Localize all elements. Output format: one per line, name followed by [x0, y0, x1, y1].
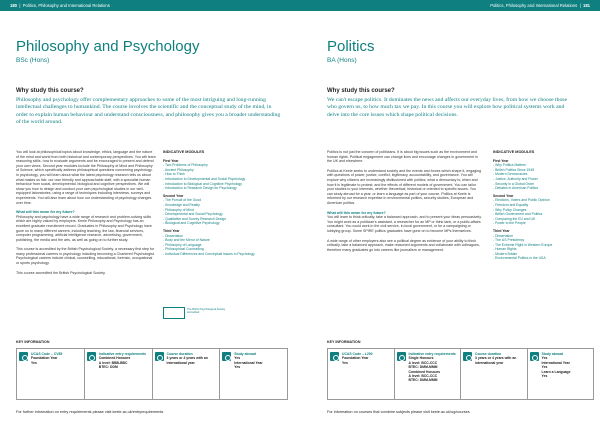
key-info-value: Yes [31, 360, 37, 365]
ucas-icon [330, 352, 339, 361]
body-paragraph: This course accredited the British Psychological Society. [16, 270, 106, 275]
key-info-value: Combined Honours [98, 356, 131, 361]
key-info-value: 3 years or 4 years with an international year [475, 356, 517, 365]
module-item: - Individual Differences and Conceptual Issues in Psychology [163, 252, 278, 257]
key-info-box [17, 349, 85, 399]
why-heading: Why study this course? [327, 88, 395, 94]
module-list [163, 163, 278, 191]
body-paragraph: Philosophy and psychology have a wide range of research and problem-solving skills which are highly valued by employers. Keele Philosophy and Psychology has an excellent graduate recruitment record. Graduates in Philosophy and Psychology have gone on to many different careers, including teaching, the law, financial services, computer programming, artificial intelligence research, advertising, government, publishing, the media and the arts, as well as going on to further study. [16, 214, 152, 242]
key-info-value: Yes [541, 365, 548, 370]
module-item: - Developmental and Social Psychology [163, 212, 278, 217]
key-info-value: International Year [541, 360, 570, 365]
module-item: - Why Policy Changes [493, 208, 588, 213]
indicative-modules [493, 150, 588, 261]
key-info-value: Foundation Year [31, 356, 58, 361]
body-subheading: What will this mean for my future? [327, 210, 386, 215]
running-header: Politics, Philosophy and International Relations | 181 [300, 0, 600, 11]
module-item: - Why Politics Matters [493, 163, 588, 168]
module-item: - Introduction to Developmental and Social Psychology [163, 177, 278, 182]
year-label: Second Year [163, 193, 184, 198]
footer-note[interactable]: For further information on entry requirements please visit keele.ac.uk/entryrequirements [16, 410, 164, 414]
module-item: - The Extreme Right in Western Europe [493, 243, 588, 248]
key-info-heading: Course duration [475, 352, 502, 356]
key-info-heading: Study abroad [541, 352, 564, 356]
module-item: - Biological and Cognitive Psychology [163, 221, 278, 226]
module-item: - Freedom and Equality [493, 203, 588, 208]
body-subheading: What will this mean for my future? [16, 210, 75, 215]
modules-heading: INDICATIVE MODULES [493, 150, 535, 154]
page-number: 181 [583, 3, 590, 8]
module-item: - British Politics Since 1945 [493, 168, 588, 173]
key-info-value: BTEC: DMM-MMM [408, 365, 438, 370]
intro-paragraph: We can't escape politics. It dominates the news and affects our everyday lives, from how we choose those who govern us, to how much tax we pay. In this course you will explore how political systems work and delve into the core issues which shape political decisions. [327, 97, 568, 118]
module-item: - Dissertation [163, 234, 278, 239]
key-info-value: Foundation Year [342, 356, 369, 361]
entry-icon [397, 352, 406, 361]
running-header: 180 | Politics, Philosophy and International Relations [0, 0, 300, 11]
key-info-value: A level: BCC-CCC [408, 374, 438, 379]
key-info-box [528, 349, 594, 399]
body-text [16, 150, 156, 280]
module-item: - Two Problems of Philosophy [163, 163, 278, 168]
modules-year [493, 194, 588, 226]
modules-heading: INDICATIVE MODULES [163, 150, 205, 154]
intro-paragraph: Philosophy and psychology offer complementary approaches to some of the most intriguing and long-running intellectual challenges to humankind. The course involves the scientific and the conceptual study of the mind, in order to explain human behaviour and understand consciousness, and philosophy gives you a broader understanding of the world around. [16, 97, 281, 126]
module-list [163, 234, 278, 257]
key-info-box [328, 349, 395, 399]
key-info-boxes [16, 348, 288, 400]
body-paragraph: You will learn to think critically, take a balanced approach, and to present your ideas persuasively. You might work as a politician's assistant, a researcher for an MP or think tank, or a public-affairs consultant. You could work in the civil service, in local government, or for a campaigning or lobbying group. Some SPIRE politics graduates have gone on to become MPs themselves. [327, 215, 482, 233]
module-item: - Power to the People [493, 221, 588, 226]
key-info-box [461, 349, 528, 399]
module-item: - Qualitative and Survey Research Design [163, 217, 278, 222]
year-label: Third Year [163, 228, 180, 233]
bps-logo [163, 307, 226, 319]
modules-year [163, 194, 278, 226]
key-info-box [395, 349, 462, 399]
key-info-box [220, 349, 287, 399]
key-info-heading: UCAS Code – L200 [342, 352, 373, 356]
body-paragraph: You will look at philosophical topics about knowledge, ethics, language and the nature of the mind and world from both historical and contemporary perspectives. You will learn reasoning skills, how to evaluate arguments and be encouraged to present and defend your own views. Second year modules include the Philosophy of Mind and Philosophy of Science, which specifically address philosophical questions concerning psychology. In psychology, you will learn about what the latest psychology research tells us about what makes us tick: our own friendly and approachable staff, with a specialist human behaviour from social, developmental, biological and cognitive perspectives. We will show you how to design and conduct your own psychological studies in our well-equipped laboratories, using a range of techniques including interviews, surveys and experiments. You will also learn about how our understanding of psychology changes over time. [16, 150, 156, 205]
module-item: - How to Think [163, 172, 278, 177]
duration-icon [155, 352, 164, 361]
key-info-value: BTEC: DDM [98, 365, 118, 370]
why-heading: Why study this course? [16, 88, 84, 94]
module-item: - The Pursuit of the Good [163, 198, 278, 203]
modules-year [493, 229, 588, 261]
body-text [327, 150, 482, 257]
footer-note[interactable]: For information on courses that combine subjects please visit keele.ac.uk/ug/courses [327, 410, 470, 414]
page-number: 180 [10, 3, 17, 8]
modules-year [493, 159, 588, 191]
year-label: Third Year [493, 228, 510, 233]
module-list [493, 234, 588, 262]
module-item: - Ancient Philosophy [163, 168, 278, 173]
key-information-heading: KEY INFORMATION [327, 340, 361, 344]
module-item: - Human Rights [493, 247, 588, 252]
module-item: - Body and the Mirror of Nature [163, 238, 278, 243]
body-paragraph: This course is accredited by the British Psychological Society, a necessary first step for many professional careers in psychology including becoming a Chartered Psychologist. Psychological careers include clinical, counselling, educational, forensic, occupational or sports psychology. [16, 247, 155, 266]
study-icon [530, 352, 539, 361]
key-info-heading: UCAS Code – CV85 [31, 352, 63, 356]
module-item: - Justice, Authority and Power [493, 177, 588, 182]
course-title: Philosophy and Psychology [16, 38, 200, 55]
key-info-value: Yes [234, 365, 241, 370]
module-item: - Debates in American Politics [493, 186, 588, 191]
module-item: - Knowledge and Reality [163, 203, 278, 208]
module-item: - Introduction to Biological and Cognitive Psychology [163, 182, 278, 187]
body-paragraph: A wide range of other employers also see a political degree as evidence of your ability to think critically, take a balanced approach, make reasoned arguments and collaborate with colleagues, therefore many graduates go into careers like journalism or management. [327, 238, 480, 252]
key-info-box [153, 349, 221, 399]
key-info-value: A level: BBB-BBC [98, 360, 128, 365]
modules-year [163, 229, 278, 257]
key-info-heading: Indicative entry requirements [408, 352, 456, 356]
year-label: First Year [493, 158, 509, 163]
key-info-value: Combined Honours [408, 369, 440, 374]
key-info-value: Yes [342, 360, 348, 365]
key-info-value: Yes [541, 374, 548, 379]
module-item: - The US Presidency [493, 238, 588, 243]
module-item: - Philosophical Counselling [163, 247, 278, 252]
module-item: - Introduction to Research Design for Psychology [163, 186, 278, 191]
degree-type: BA (Hons) [327, 57, 357, 64]
key-info-value: BTEC: DMM-MMM [408, 378, 438, 383]
body-paragraph: Politics is not just the concern of politicians. It is about big issues such as the environment and human rights. Political engagement can change lives and encourage changes in government in the UK and elsewhere. [327, 150, 479, 164]
key-info-value: A level: BCC-CCC [408, 360, 438, 365]
study-icon [222, 352, 231, 361]
running-head-text: Politics, Philosophy and International Relations [22, 3, 110, 8]
year-label: Second Year [493, 193, 514, 198]
body-paragraph: Politics at Keele seeks to understand society and the events and forces which shape it, engaging with questions of power, justice, conflict, legitimacy, accountability, and governance. You will explore why citizens are increasingly disillusioned with politics; what a democracy is; when and how it is legitimate to protest; and the effects of different models of government. You can tailor your studies to your interests, whether theoretical, historical or oriented to specific issues. You can study abroad for a year, or learn a language as part of your course. Politics at Keele is informed by our research expertise in environmental politics, security studies, European and American politics. [327, 168, 482, 205]
module-item: - Philosophy of Mind [163, 208, 278, 213]
module-item: - British Government and Politics [493, 212, 588, 217]
key-info-heading: Indicative entry requirements [98, 352, 147, 356]
key-info-value: Yes [541, 356, 548, 361]
key-info-boxes [327, 348, 594, 400]
module-item: - Comparing the EU and UK [493, 217, 588, 222]
module-item: - Dissertation [493, 234, 588, 239]
key-info-value: Single Honours [408, 356, 434, 361]
year-label: First Year [163, 158, 179, 163]
key-info-value: Yes [234, 356, 241, 361]
module-item: - Environmental Politics in the USA [493, 256, 588, 261]
ucas-icon [19, 352, 28, 361]
module-list [163, 198, 278, 226]
bps-logo-text: The British Psychological Society Accredited [187, 308, 226, 315]
key-info-value: Learn a Language [541, 369, 571, 374]
key-info-value: International Year [234, 360, 263, 365]
running-head-text: Politics, Philosophy and International Relations [490, 3, 578, 8]
key-info-value: 3 years or 4 years with an international year [166, 356, 208, 365]
module-item: - Modern Democracies [493, 172, 588, 177]
entry-icon [87, 352, 96, 361]
key-information-heading: KEY INFORMATION [16, 340, 50, 344]
key-info-box [85, 349, 153, 399]
module-item: - Security in a Global Order [493, 182, 588, 187]
degree-type: BSc (Hons) [16, 57, 50, 64]
course-title: Politics [327, 38, 375, 55]
module-item: - Elections, Voters and Public Opinion [493, 198, 588, 203]
module-item: - Modern Britain [493, 252, 588, 257]
module-list [493, 163, 588, 191]
modules-year [163, 159, 278, 191]
module-list [493, 198, 588, 226]
right-page [300, 0, 600, 428]
indicative-modules [163, 150, 278, 256]
duration-icon [463, 352, 472, 361]
module-item: - Philosophy of Language [163, 243, 278, 248]
key-info-heading: Course duration [166, 352, 193, 356]
key-info-heading: Study abroad [234, 352, 256, 356]
